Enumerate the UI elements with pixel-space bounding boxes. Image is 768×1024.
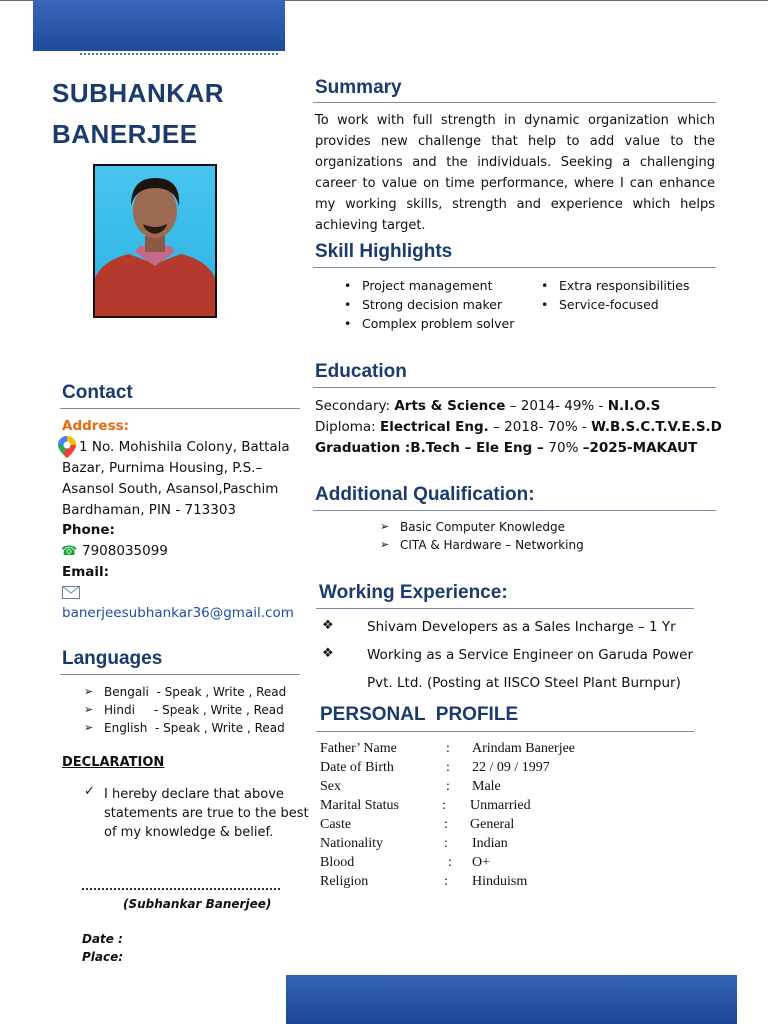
envelope-icon — [62, 584, 80, 603]
skill-item: • Service-focused — [537, 295, 717, 314]
languages-rule — [60, 674, 300, 675]
check-icon: ✓ — [84, 784, 95, 799]
skill-item: • Strong decision maker — [340, 295, 530, 314]
education-row: Diploma: Electrical Eng. – 2018- 70% - W.B.S.C.T.V.E.S.D — [315, 419, 722, 435]
skills-heading: Skill Highlights — [315, 241, 453, 262]
telephone-icon: ☎ — [61, 544, 78, 559]
date-label: Date : — [82, 932, 123, 946]
experience-rule — [316, 608, 694, 609]
experience-heading: Working Experience: — [319, 582, 508, 603]
address-label: Address: — [62, 418, 130, 434]
summary-text: To work with full strength in dynamic organization which provides new challenge that help to add value to the organizations and the individuals. Seeking a challenging career to value on time performance, where I can enhance my working skills, strength and experience which helps achieving target. — [315, 113, 715, 233]
diamond-bullet-icon: ❖ — [322, 646, 334, 661]
personal-rule — [316, 731, 694, 732]
education-row: Graduation :B.Tech – Ele Eng – 70% –2025-MAKAUT — [315, 440, 698, 456]
person-avatar-icon — [95, 166, 215, 316]
profile-row: Nationality : Indian — [320, 836, 508, 851]
additional-heading: Additional Qualification: — [315, 484, 535, 505]
additional-rule — [313, 510, 716, 511]
phone-number[interactable]: 7908035099 — [82, 543, 168, 559]
profile-photo — [93, 164, 217, 318]
qualification-item: ➢ Basic Computer Knowledge — [378, 518, 584, 536]
experience-item-continued: Pvt. Ltd. (Posting at IISCO Steel Plant Burnpur) — [367, 675, 681, 691]
bottom-footer-bar — [286, 975, 737, 1024]
language-item: ➢ Bengali - Speak , Write , Read — [82, 683, 286, 701]
languages-heading: Languages — [62, 648, 163, 669]
diamond-bullet-icon: ❖ — [322, 618, 334, 633]
languages-list — [82, 683, 286, 737]
place-label: Place: — [82, 950, 124, 964]
summary-heading: Summary — [315, 77, 402, 98]
language-item: ➢ English - Speak , Write , Read — [82, 719, 286, 737]
profile-row: Date of Birth : 22 / 09 / 1997 — [320, 760, 550, 775]
signature-line — [82, 888, 280, 890]
contact-heading: Contact — [62, 382, 133, 403]
header-dotted-divider — [80, 53, 278, 55]
skill-item: • Extra responsibilities — [537, 276, 717, 295]
education-heading: Education — [315, 361, 407, 382]
profile-row: Sex : Male — [320, 779, 501, 794]
declaration-text: I hereby declare that above statements are true to the best of my knowledge & belief. — [104, 787, 309, 840]
email-link[interactable]: banerjeesubhankar36@gmail.com — [62, 605, 294, 621]
skills-list-col2 — [537, 276, 717, 314]
skills-list-col1 — [340, 276, 530, 333]
language-item: ➢ Hindi - Speak , Write , Read — [82, 701, 286, 719]
profile-row: Religion : Hinduism — [320, 874, 528, 889]
skills-rule — [313, 267, 716, 268]
address-line: Bardhaman, PIN - 713303 — [62, 502, 237, 518]
additional-list — [378, 518, 584, 554]
address-line: 1 No. Mohishila Colony, Battala — [79, 439, 290, 455]
address-line: Asansol South, Asansol,Paschim — [62, 481, 279, 497]
address-line: Bazar, Purnima Housing, P.S.– — [62, 460, 263, 476]
experience-item: Working as a Service Engineer on Garuda Power — [367, 647, 694, 663]
profile-row: Father’ Name : Arindam Banerjee — [320, 741, 576, 756]
experience-item: Shivam Developers as a Sales Incharge – 1 Yr — [367, 619, 676, 635]
profile-row: Marital Status : Unmarried — [320, 798, 531, 813]
personal-profile-heading: PERSONAL PROFILE — [320, 704, 519, 725]
email-label: Email: — [62, 564, 110, 580]
name-first: SUBHANKAR — [52, 78, 225, 108]
education-list — [315, 396, 735, 459]
skill-item: • Project management — [340, 276, 530, 295]
education-row: Secondary: Arts & Science – 2014- 49% - N.I.O.S — [315, 398, 661, 414]
declaration-heading: DECLARATION — [62, 755, 165, 770]
summary-rule — [313, 102, 716, 103]
education-rule — [313, 387, 716, 388]
signature-name: (Subhankar Banerjee) — [123, 897, 272, 911]
profile-row: Caste : General — [320, 817, 515, 832]
skill-item: • Complex problem solver — [340, 314, 530, 333]
name-last: BANERJEE — [52, 119, 198, 149]
contact-rule — [60, 408, 300, 409]
phone-label: Phone: — [62, 522, 115, 538]
top-header-bar — [33, 0, 285, 51]
qualification-item: ➢ CITA & Hardware – Networking — [378, 536, 584, 554]
profile-row: Blood : O+ — [320, 855, 491, 870]
